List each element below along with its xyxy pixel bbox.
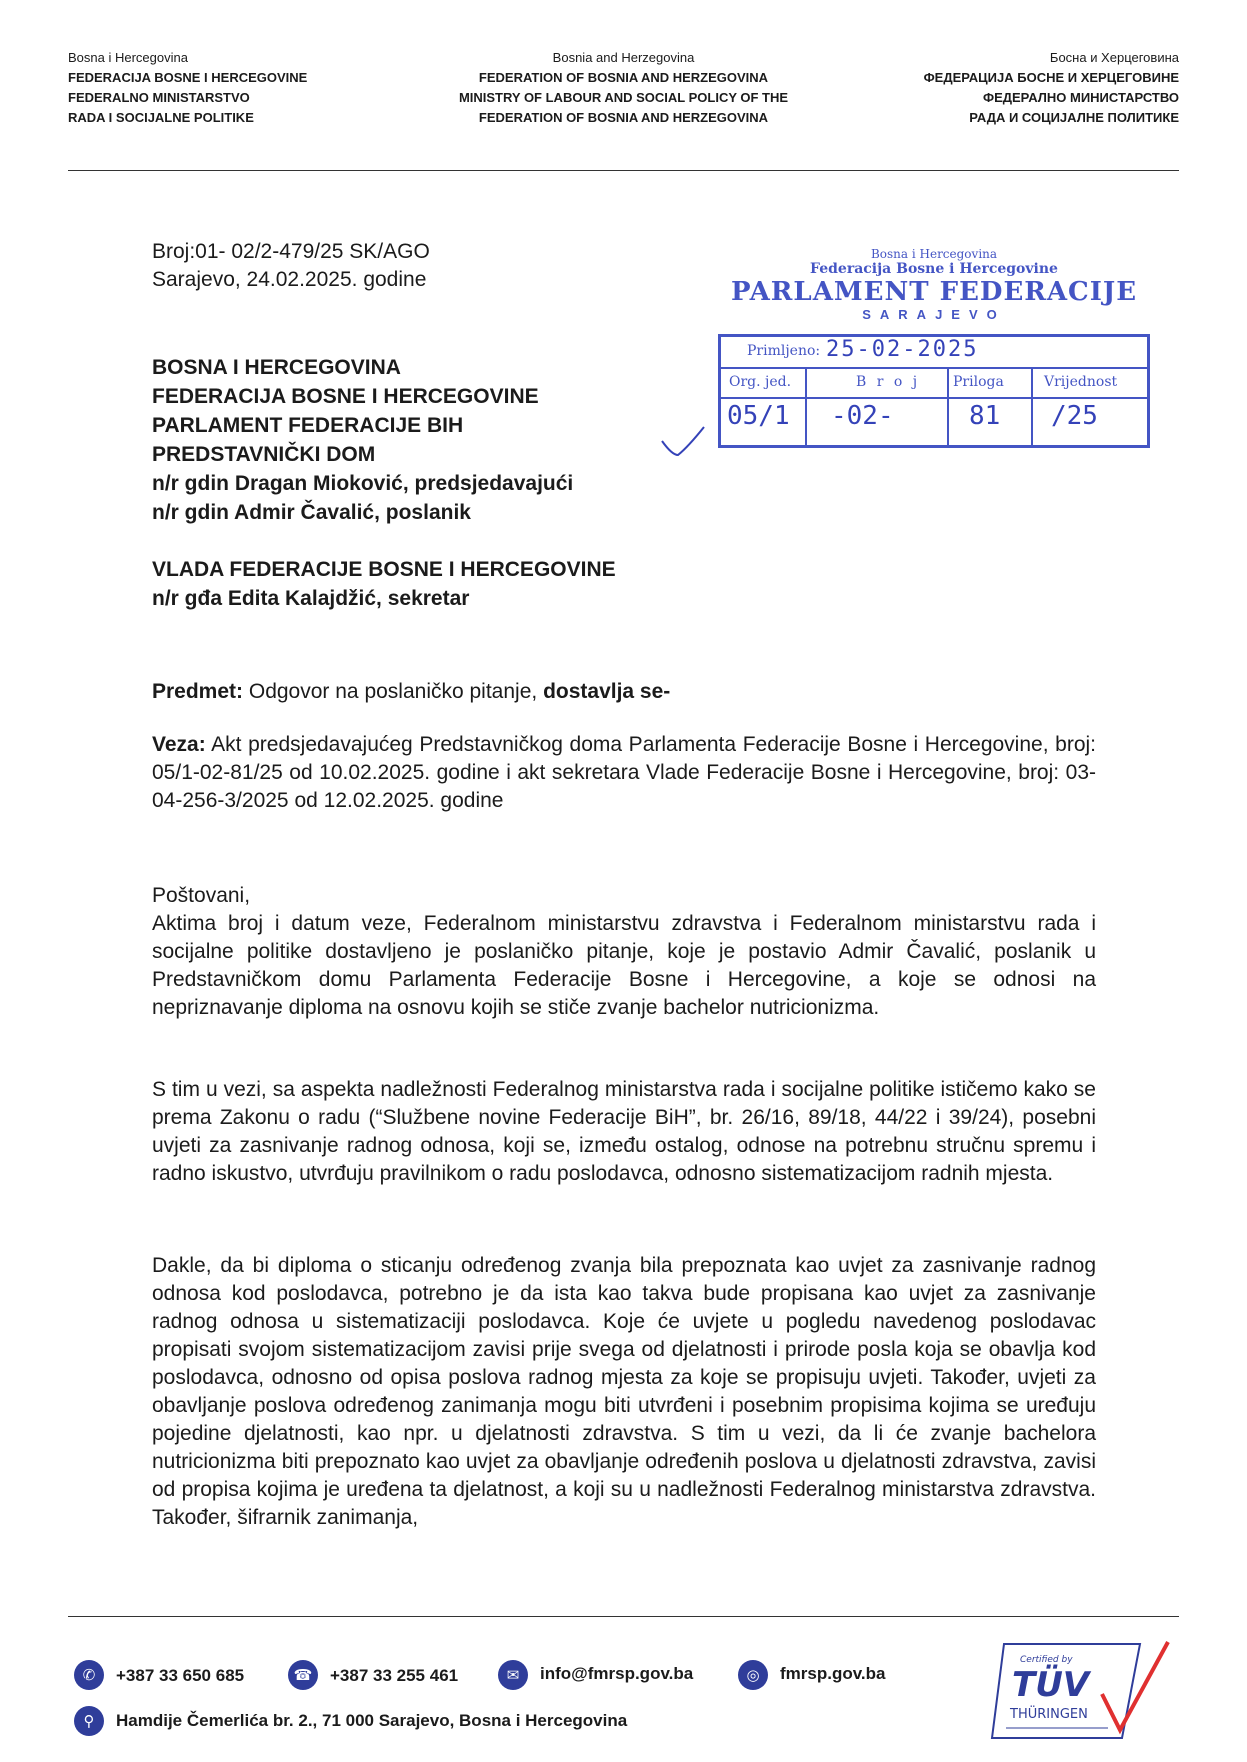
stamp-value-priloga: 81 — [969, 401, 1001, 431]
reference-number: Broj:01- 02/2-479/25 SK/AGO — [152, 240, 430, 263]
recipient-line: FEDERACIJA BOSNE I HERCEGOVINE — [152, 385, 539, 408]
stamp-line: Federacija Bosne i Hercegovine — [810, 261, 1058, 277]
stamp-title: PARLAMENT FEDERACIJE — [730, 277, 1138, 307]
subject-label: Predmet: — [152, 680, 244, 703]
stamp-divider — [947, 369, 949, 445]
footer-email: info@fmrsp.gov.ba — [540, 1664, 694, 1683]
stamp-value-broj: -02- — [831, 401, 894, 431]
subject-text: Odgovor na poslaničko pitanje, — [243, 680, 544, 703]
recipient-parliament — [152, 353, 573, 527]
footer-divider — [68, 1616, 1179, 1617]
header-line: MINISTRY OF LABOUR AND SOCIAL POLICY OF THE — [458, 90, 789, 105]
stamp-line: Bosna i Hercegovina — [870, 247, 998, 261]
header-line: Bosna i Hercegovina — [68, 50, 188, 65]
header-line: Bosnia and Herzegovina — [552, 50, 695, 65]
header-line: Босна и Херцеговина — [1049, 50, 1179, 65]
stamp-col-broj: B r o j — [856, 374, 921, 390]
recipient-line: BOSNA I HERCEGOVINA — [152, 356, 401, 379]
footer-web: fmrsp.gov.ba — [780, 1664, 886, 1683]
recipient-line: VLADA FEDERACIJE BOSNE I HERCEGOVINE — [152, 558, 616, 581]
received-stamp — [718, 247, 1150, 431]
handwritten-check-icon — [660, 425, 706, 461]
reference-block — [152, 238, 430, 294]
fax-icon: ☎ — [288, 1660, 318, 1690]
recipient-line: PREDSTAVNIČKI DOM — [152, 443, 376, 466]
reference-place-date: Sarajevo, 24.02.2025. godine — [152, 268, 427, 291]
footer-fax: +387 33 255 461 — [330, 1666, 459, 1685]
recipient-line: n/r gđa Edita Kalajdžić, sekretar — [152, 587, 470, 610]
email-icon: ✉ — [498, 1660, 528, 1690]
stamp-col-vrijednost: Vrijednost — [1044, 374, 1118, 390]
stamp-received-label: Primljeno: — [747, 343, 821, 359]
phone-icon: ✆ — [74, 1660, 104, 1690]
connection-text: Akt predsjedavajućeg Predstavničkog doma Parlamenta Federacije Bosne i Hercegovine, broj: 05/1-02-81/25 od 10.02.2025. godine i akt sekretara Vlade Federacije Bosne i Hercegovine, broj: 03-04-256-3/2025 od 12.02.2025. godine — [152, 733, 1096, 812]
globe-icon: ◎ — [738, 1660, 768, 1690]
stamp-header-row — [721, 369, 1147, 399]
stamp-col-priloga: Priloga — [953, 374, 1004, 390]
subject-line — [152, 678, 670, 706]
header-line: FEDERALNO MINISTARSTVO — [68, 90, 250, 105]
stamp-received-row — [721, 337, 1147, 369]
header-right-cyrillic — [924, 48, 1179, 128]
connection-label: Veza: — [152, 733, 206, 756]
body-paragraph: Aktima broj i datum veze, Federalnom ministarstvu zdravstva i Federalnom ministarstvu rada i socijalne politike dostavljeno je poslaničko pitanje, koje je postavio Admir Čavalić, poslanik u Predstavničkom domu Parlamenta Federacije Bosne i Hercegovine, a koje se odnosi na nepriznavanje diploma na osnovu kojih se stiče zvanje bachelor nutricionizma. — [152, 912, 1096, 1019]
stamp-value-vrijednost: /25 — [1051, 401, 1098, 431]
header-divider — [68, 170, 1179, 171]
location-pin-icon: ⚲ — [74, 1706, 104, 1736]
header-line: ФЕДЕРАЦИЈА БОСНЕ И ХЕРЦЕГОВИНЕ — [923, 70, 1179, 85]
stamp-city: SARAJEVO — [862, 307, 1006, 322]
body-paragraph: Dakle, da bi diploma o sticanju određenog zvanja bila prepoznata kao uvjet za zasnivanje radnog odnosa kod poslodavca, potrebno je da ista kao takva bude propisana kao uvjet za zasnivanje radnog odnosa u sistematizaciji poslodavca. Koje će uvjete u pogledu navedenog poslodavac propisati svojom sistematizacijom zavisi prije svega od djelatnosti i prirode posla koja se obavlja kod poslodavca, odnosno od opisa poslova radnog mjesta za koje se propisuju uvjeti. Također, uvjeti za obavljanje poslova određenog zanimanja mogu biti utvrđeni i posebnim propisima kojima se uređuju pojedine djelatnosti, kao npr. u djelatnosti zdravstva. S tim u vezi, da li će zvanje bachelora nutricionizma biti prepoznato kao uvjet za obavljanje određenih poslova u djelatnosti zdravstva, zavisi od propisa kojima je uređena ta djelatnost, a koji su u nadležnosti Federalnog ministarstva zdravstva. Također, šifrarnik zanimanja, — [152, 1254, 1096, 1529]
header-line: FEDERACIJA BOSNE I HERCEGOVINE — [68, 70, 308, 85]
recipient-line: n/r gdin Dragan Mioković, predsjedavajući — [152, 472, 574, 495]
subject-bold: dostavlja se- — [543, 680, 671, 703]
stamp-table — [718, 334, 1150, 448]
body-paragraph: S tim u vezi, sa aspekta nadležnosti Federalnog ministarstva rada i socijalne politike ističemo kako se prema Zakonu o radu (“Službene novine Federacije BiH”, br. 26/16, 89/18, 44/22 i 39/24), posebni uvjeti za zasnivanje radnog odnosa, koji se, između ostalog, odnose na potrebnu stručnu spremu i radno iskustvo, utvrđuju pravilnikom o radu poslodavca, odnosno sistematizacijom radnih mjesta. — [152, 1078, 1096, 1185]
recipient-line: PARLAMENT FEDERACIJE BIH — [152, 414, 464, 437]
header-line: РАДА И СОЦИЈАЛНЕ ПОЛИТИКЕ — [969, 110, 1179, 125]
header-line: RADA I SOCIJALNE POLITIKE — [68, 110, 254, 125]
footer-phone: +387 33 650 685 — [116, 1666, 245, 1685]
tuv-certification-logo — [990, 1638, 1170, 1748]
greeting: Poštovani, — [152, 884, 251, 907]
recipient-line: n/r gdin Admir Čavalić, poslanik — [152, 501, 471, 524]
recipient-government — [152, 555, 616, 613]
stamp-value-org: 05/1 — [727, 401, 790, 431]
header-line: ФЕДЕРАЛНО МИНИСТАРСТВО — [982, 90, 1179, 105]
stamp-col-org: Org. jed. — [729, 374, 792, 390]
header-line: FEDERATION OF BOSNIA AND HERZEGOVINA — [478, 110, 769, 125]
stamp-divider — [1031, 369, 1033, 445]
cert-line: Certified by — [1020, 1655, 1073, 1665]
connection-line — [152, 731, 1096, 815]
header-line: FEDERATION OF BOSNIA AND HERZEGOVINA — [478, 70, 769, 85]
cert-line: THÜRINGEN — [1010, 1707, 1088, 1722]
stamp-received-date: 25-02-2025 — [826, 337, 979, 362]
cert-brand: TÜV — [1012, 1665, 1090, 1705]
stamp-divider — [805, 369, 807, 445]
footer-address: Hamdije Čemerlića br. 2., 71 000 Sarajevo, Bosna i Hercegovina — [116, 1711, 628, 1730]
